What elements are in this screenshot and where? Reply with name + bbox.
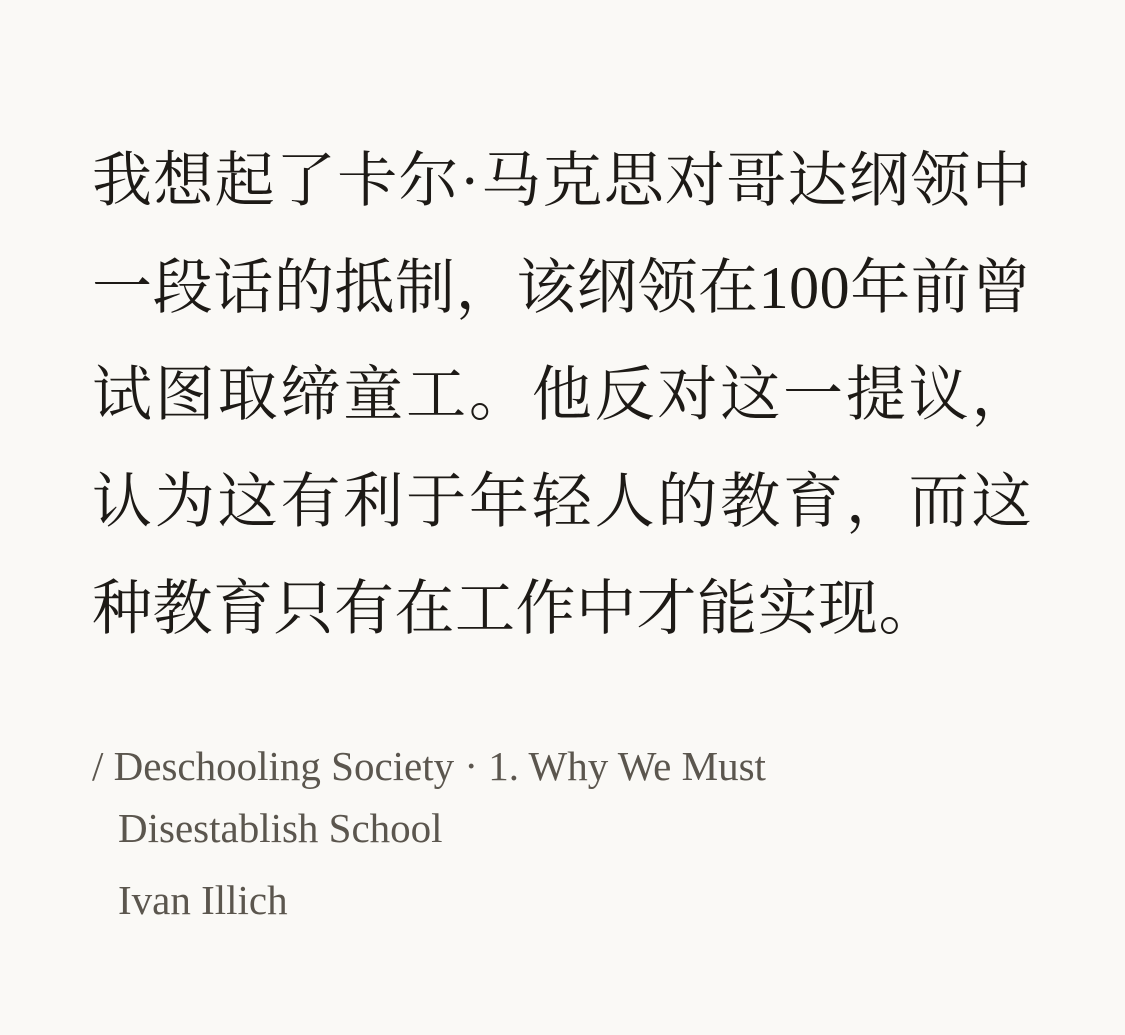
source-line bbox=[92, 735, 972, 859]
source-title: Deschooling Society · 1. Why We Must Disestablish School bbox=[113, 743, 766, 851]
attribution-block bbox=[92, 735, 972, 931]
slash-separator: / bbox=[92, 743, 104, 789]
quote-text: 我想起了卡尔·马克思对哥达纲领中一段话的抵制，该纲领在100年前曾试图取缔童工。他反对这一提议，认为这有利于年轻人的教育，而这种教育只有在工作中才能实现。 bbox=[92, 148, 1032, 642]
author-name: Ivan Illich bbox=[118, 877, 288, 923]
